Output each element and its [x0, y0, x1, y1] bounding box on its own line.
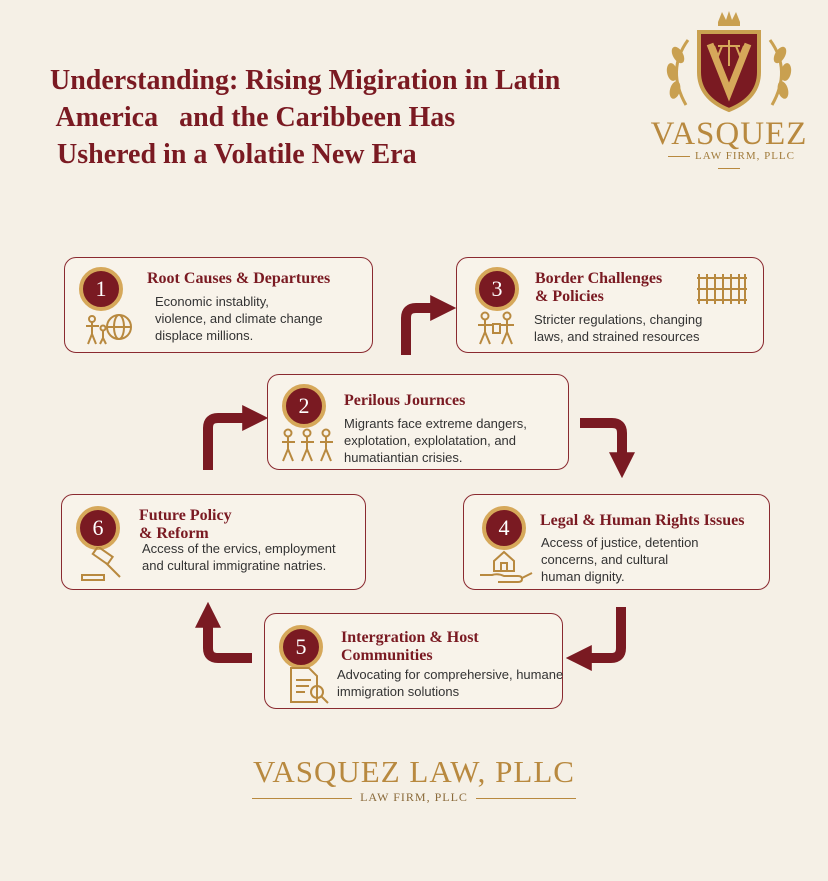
logo-name: VASQUEZ [650, 116, 808, 152]
step-number-badge: 5 [279, 625, 323, 669]
step-card-5 [264, 613, 563, 709]
document-search-icon [287, 666, 331, 706]
step-description: Economic instablity, violence, and climate change displace millions. [155, 294, 323, 343]
step-number-badge: 3 [475, 267, 519, 311]
footer-firm-name: VASQUEZ LAW, PLLC [253, 754, 575, 789]
step-card-1 [64, 257, 373, 353]
step-card-6 [61, 494, 366, 590]
step-number-badge: 6 [76, 506, 120, 550]
title-line-1: Understanding: Rising Migiration in Latin [50, 65, 561, 96]
title-line-3: Ushered in a Volatile New Era [50, 139, 417, 170]
step-title: Root Causes & Departures [147, 270, 331, 287]
footer-subtitle: LAW FIRM, PLLC [0, 790, 828, 805]
step-card-3 [456, 257, 764, 353]
step-title: Intergration & Host Communities [341, 629, 479, 664]
step-description: Stricter regulations, changing laws, and strained resources [534, 312, 703, 344]
walking-group-icon [473, 310, 523, 346]
step-number-badge: 1 [79, 267, 123, 311]
step-card-4 [463, 494, 770, 590]
arrow-3-to-4 [580, 423, 622, 460]
step-description: Access of the ervics, employment and cultural immigratine natries. [142, 541, 336, 573]
step-title: Future Policy & Reform [139, 507, 232, 542]
arrow-5-to-6 [208, 620, 252, 658]
family-globe-icon [83, 310, 137, 346]
border-fence-icon [695, 272, 749, 306]
walking-group-icon [278, 427, 336, 463]
step-description: Access of justice, detention concerns, and cultural human dignity. [541, 535, 699, 584]
arrow-1-to-2 [208, 418, 250, 470]
step-description: Migrants face extreme dangers, explotation, explolatation, and humatiantian crisies. [344, 416, 527, 465]
step-number-badge: 2 [282, 384, 326, 428]
step-title: Legal & Human Rights Issues [540, 512, 745, 529]
hand-house-icon [478, 547, 536, 587]
step-title: Border Challenges & Policies [535, 270, 663, 305]
step-number-badge: 4 [482, 506, 526, 550]
step-card-2 [267, 374, 569, 470]
logo-subtitle: LAW FIRM, PLLC [650, 150, 808, 174]
step-title: Perilous Journces [344, 392, 466, 409]
step-description: Advocating for comprehersive, humane immigration solutions [337, 667, 564, 699]
gavel-icon [80, 547, 128, 583]
arrow-2-to-3 [406, 308, 438, 355]
arrow-4-to-5 [584, 607, 621, 658]
title-line-2: America and the Caribbeen Has [50, 102, 456, 133]
